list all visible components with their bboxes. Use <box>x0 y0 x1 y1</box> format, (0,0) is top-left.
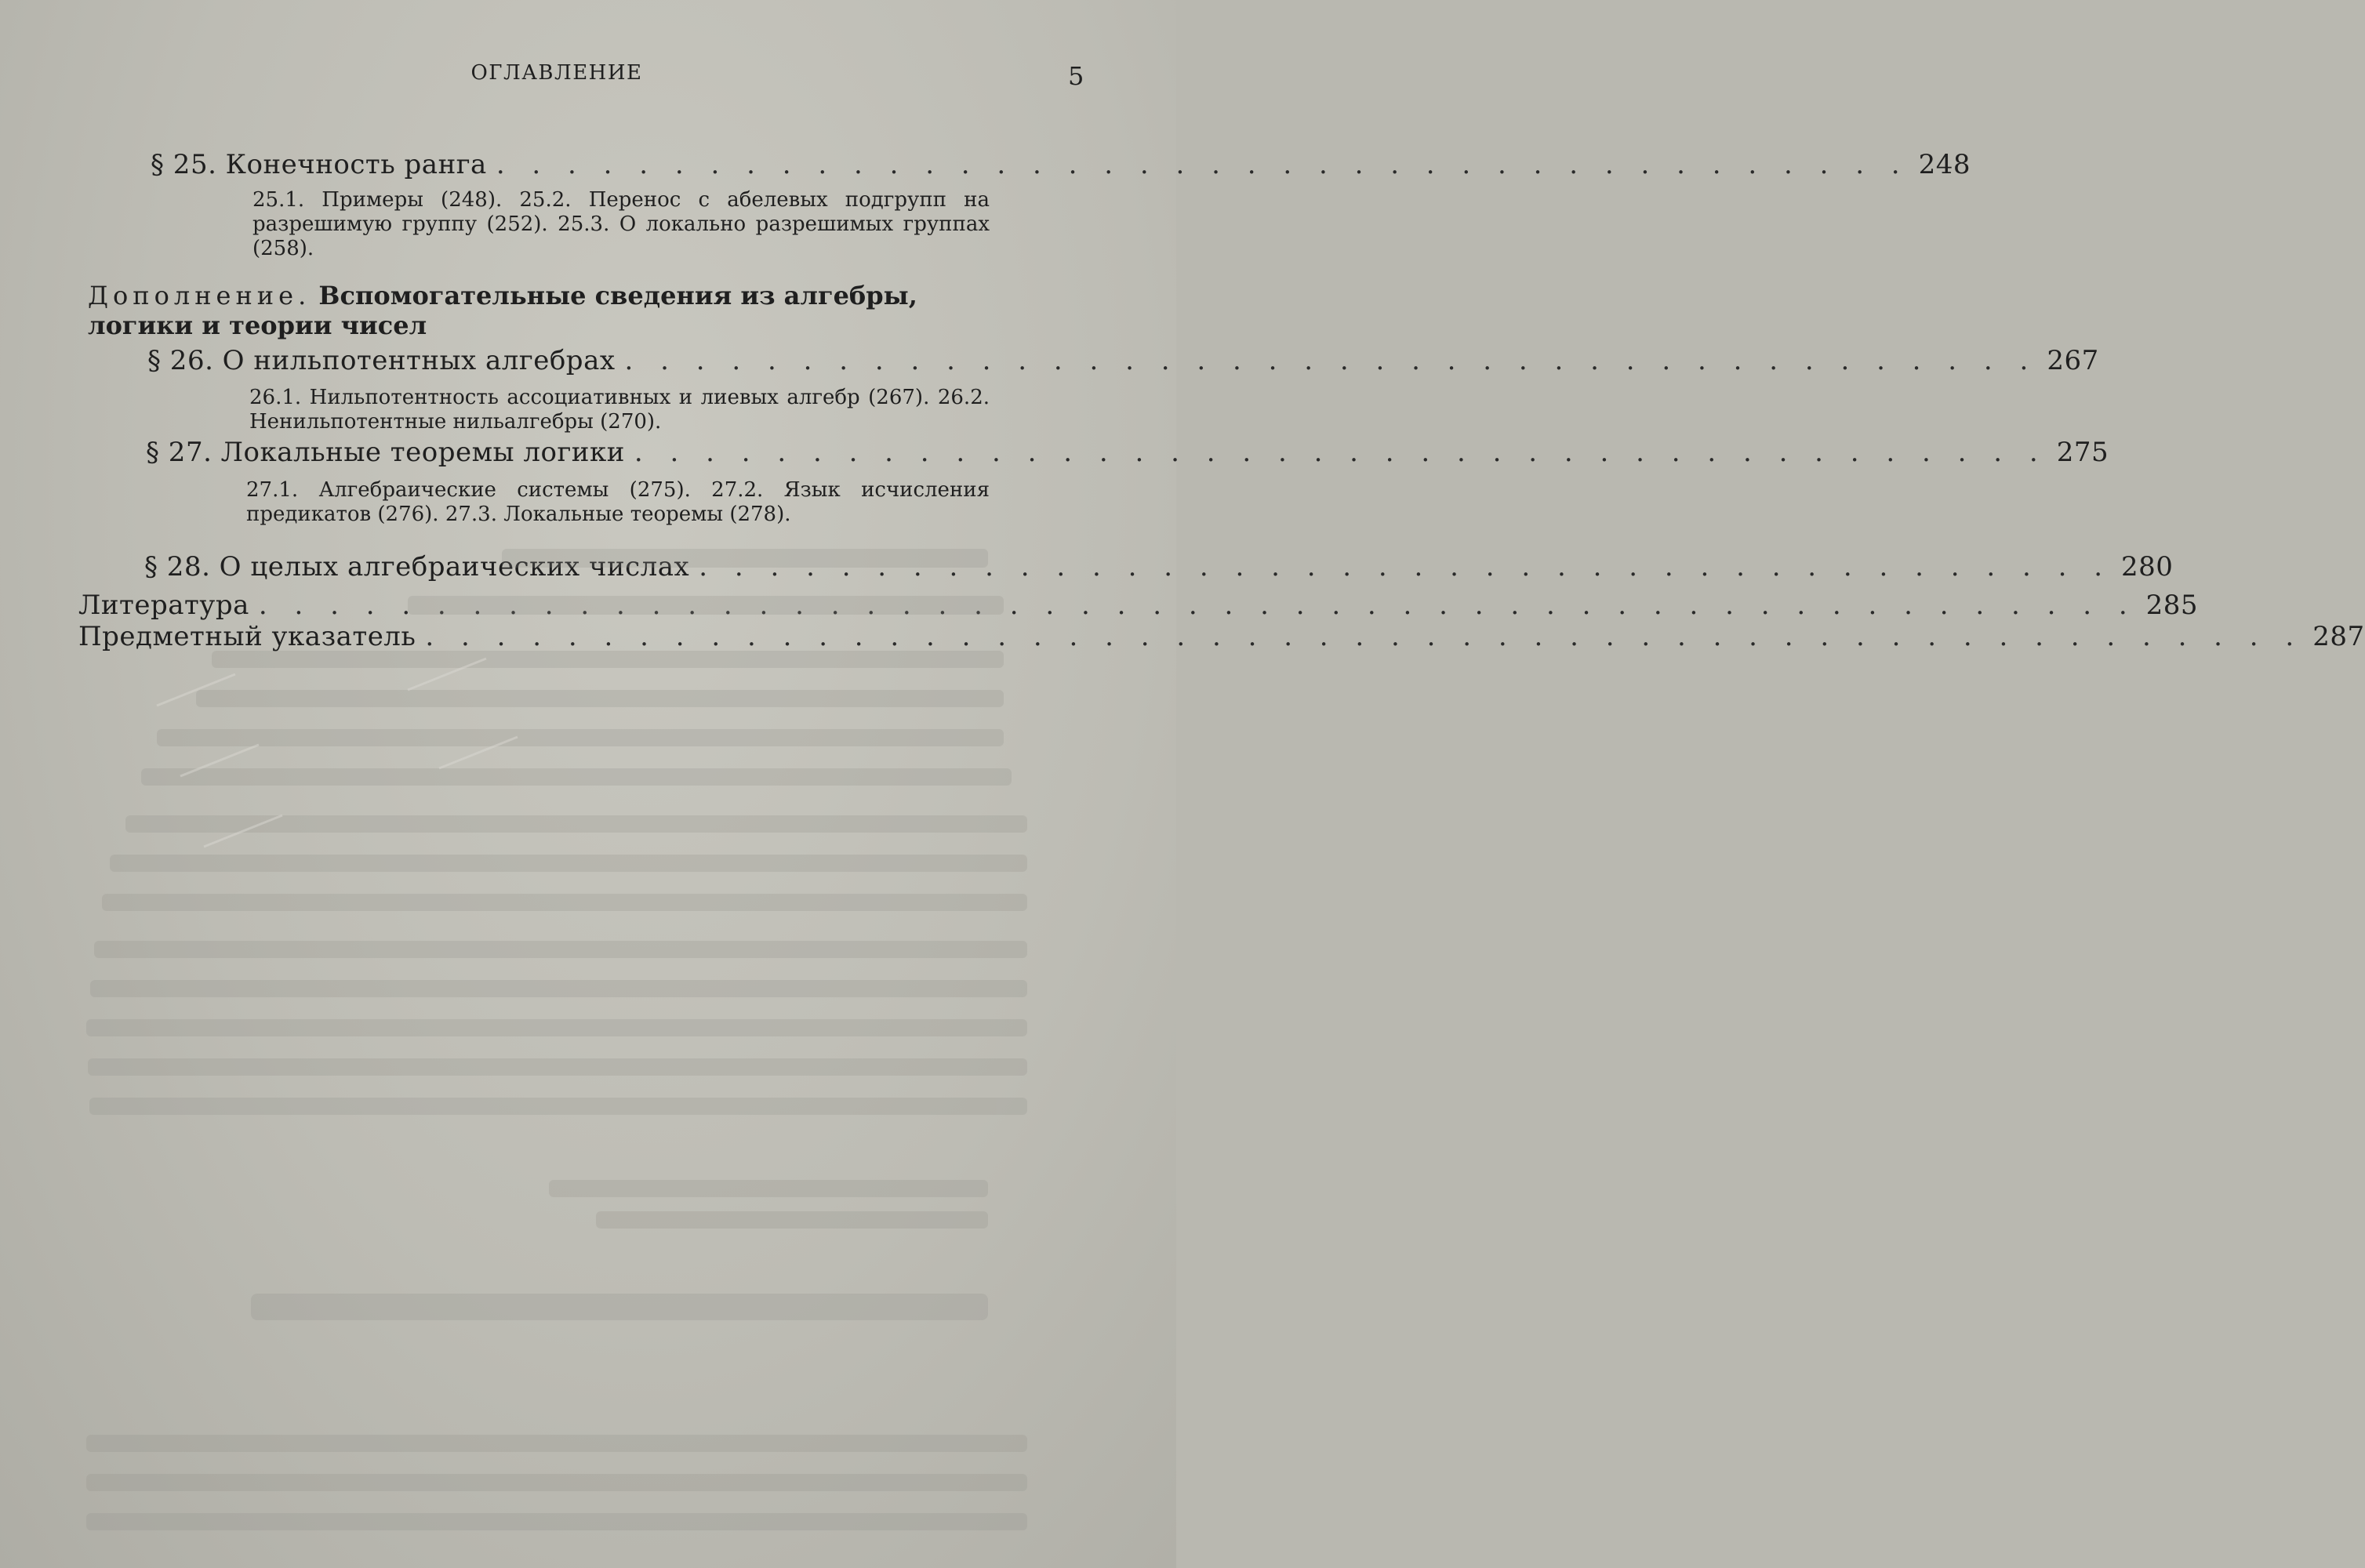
section-title: § 27. Локальные теоремы логики <box>146 437 625 468</box>
dot-leader: . . . . . . . . . . . . . . . . . . . . . . . . . . . . . . . . . . . . . . . . <box>699 551 2113 583</box>
backmatter-page: 285 <box>2145 590 2199 621</box>
dot-leader: . . . . . . . . . . . . . . . . . . . . . . . . . . . . . . . . . . . . . . . . . . . . . . . . . . . . . <box>258 590 2137 621</box>
section-title: § 28. О целых алгебраических числах <box>144 551 690 583</box>
section-title: § 25. Конечность ранга <box>151 149 487 180</box>
appendix-title: Вспомогательные сведения из алгебры, логики и теории чисел <box>88 281 917 340</box>
section-page: 248 <box>1918 149 1971 180</box>
section-page: 275 <box>2056 437 2109 468</box>
section-page: 280 <box>2121 551 2174 583</box>
backmatter-page: 287 <box>2312 621 2365 652</box>
subsection-list-25: 25.1. Примеры (248). 25.2. Перенос с абелевых подгрупп на разрешимую группу (252). 25.3. О локально разрешимых группах (258). <box>252 188 990 260</box>
section-page: 267 <box>2047 345 2099 376</box>
dot-leader: . . . . . . . . . . . . . . . . . . . . . . . . . . . . . . . . . . . . . . . . <box>624 345 2038 376</box>
page-number: 5 <box>1068 61 1084 91</box>
dot-leader: . . . . . . . . . . . . . . . . . . . . . . . . . . . . . . . . . . . . . . . . . . . . . . . . . . . . . <box>425 621 2304 652</box>
backmatter-title: Предметный указатель <box>78 621 416 652</box>
subsection-list-26: 26.1. Нильпотентность ассоциативных и лиевых алгебр (267). 26.2. Ненильпотентные нильалгебры (270). <box>249 386 990 434</box>
backmatter-title: Литература <box>78 590 249 621</box>
appendix-label: Дополнение. <box>88 281 311 310</box>
section-title: § 26. О нильпотентных алгебрах <box>147 345 616 376</box>
subsection-list-27: 27.1. Алгебраические системы (275). 27.2. Язык исчисления предикатов (276). 27.3. Локальные теоремы (278). <box>246 478 990 526</box>
dot-leader: . . . . . . . . . . . . . . . . . . . . . . . . . . . . . . . . . . . . . . . . <box>496 149 1909 180</box>
paper-texture <box>0 0 1176 1568</box>
running-header: ОГЛАВЛЕНИЕ <box>470 61 643 85</box>
dot-leader: . . . . . . . . . . . . . . . . . . . . . . . . . . . . . . . . . . . . . . . . <box>634 437 2047 468</box>
